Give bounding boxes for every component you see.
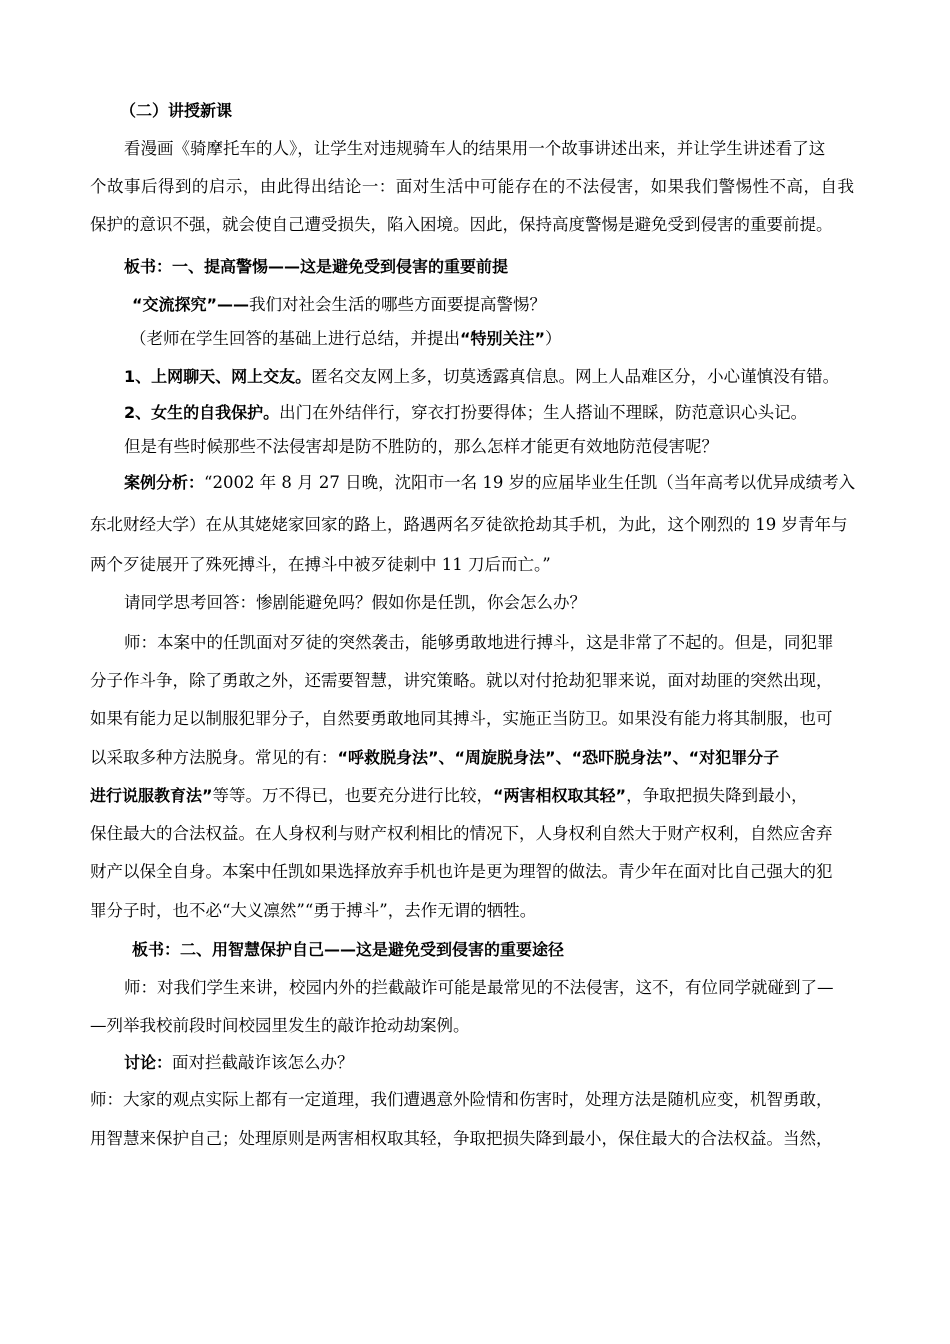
discussion-label: 讨论： — [124, 1053, 173, 1072]
board-heading-2: 板书：二、用智慧保护自己——这是避免受到侵害的重要途径 — [132, 940, 565, 959]
list-item-1 — [124, 366, 839, 388]
case-line-1 — [124, 472, 855, 494]
paragraph-line: 看漫画《骑摩托车的人》，让学生对违规骑车人的结果用一个故事讲述出来，并让学生讲述看了这 — [124, 139, 826, 158]
teacher-line: —列举我校前段时间校园里发生的敲诈抢动劫案例。 — [90, 1016, 470, 1035]
teacher-line — [90, 747, 779, 769]
teacher-line: 如果有能力足以制服犯罪分子，自然要勇敢地同其搏斗，实施正当防卫。如果没有能力将其制服，也可 — [90, 709, 833, 728]
lesser-harm-principle: “两害相权取其轻” — [493, 786, 627, 805]
escape-methods: “呼救脱身法”、“周旋脱身法”、“恐吓脱身法”、“对犯罪分子 — [337, 748, 780, 767]
exchange-label: “交流探究”—— — [132, 295, 250, 314]
teacher-line: 师：本案中的任凯面对歹徒的突然袭击，能够勇敢地进行搏斗，这是非常了不起的。但是，同犯罪 — [124, 633, 834, 652]
teacher-line: 分子作斗争，除了勇敢之外，还需要智慧，讲究策略。就以对付抢劫犯罪来说，面对劫匪的突然出现， — [90, 671, 833, 690]
teacher-text: ，争取把损失降到最小， — [626, 786, 808, 805]
teacher-text: 以采取多种方法脱身。常见的有： — [90, 748, 338, 767]
question-line: 请同学思考回答：惨剧能避免吗？假如你是任凯，你会怎么办？ — [124, 593, 586, 612]
exchange-text: 我们对社会生活的哪些方面要提高警惕？ — [249, 295, 547, 314]
case-line-2: 东北财经大学）在从其姥姥家回家的路上，路遇两名歹徒欲抢劫其手机，为此，这个刚烈的 19 岁青年与 — [90, 515, 848, 534]
teacher-line: 保住最大的合法权益。在人身权利与财产权利相比的情况下，人身权利自然大于财产权利，自然应舍弃 — [90, 824, 833, 843]
section-title: （二）讲授新课 — [120, 101, 233, 120]
escape-method-persuade: 进行说服教育法” — [90, 786, 213, 805]
teacher-line: 师：大家的观点实际上都有一定道理，我们遭遇意外险情和伤害时，处理方法是随机应变，机智勇敢， — [90, 1090, 833, 1109]
teacher-line: 财产以保全自身。本案中任凯如果选择放弃手机也许是更为理智的做法。青少年在面对比自己强大的犯 — [90, 862, 833, 881]
list-item-2 — [124, 402, 807, 424]
list-item-1-text: 匿名交友网上多，切莫透露真信息。网上人品难区分，小心谨慎没有错。 — [311, 367, 840, 386]
teacher-line: 罪分子时，也不必“大义凛然”“勇于搏斗”，去作无谓的牺牲。 — [90, 901, 537, 920]
teacher-note-end: ） — [545, 329, 562, 348]
list-item-1-title: 1、上网聊天、网上交友。 — [124, 367, 312, 386]
teacher-line: 用智慧来保护自己；处理原则是两害相权取其轻，争取把损失降到最小，保住最大的合法权益。当然， — [90, 1129, 833, 1148]
discussion-line — [124, 1052, 354, 1074]
case-line-3: 两个歹徒展开了殊死搏斗，在搏斗中被歹徒刺中 11 刀后而亡。” — [90, 555, 551, 574]
case-label: 案例分析： — [124, 473, 205, 492]
teacher-note — [130, 328, 562, 350]
teacher-line: 师：对我们学生来讲，校园内外的拦截敲诈可能是最常见的不法侵害，这不，有位同学就碰到了— — [124, 978, 834, 997]
paragraph-line: 个故事后得到的启示，由此得出结论一：面对生活中可能存在的不法侵害，如果我们警惕性不高，自我 — [90, 177, 854, 196]
question-line: 但是有些时候那些不法侵害却是防不胜防的，那么怎样才能更有效地防范侵害呢？ — [124, 437, 718, 456]
discussion-text: 面对拦截敲诈该怎么办？ — [172, 1053, 354, 1072]
list-item-2-title: 2、女生的自我保护。 — [124, 403, 280, 422]
board-heading-1: 板书：一、提高警惕——这是避免受到侵害的重要前提 — [124, 257, 509, 276]
paragraph-line: 保护的意识不强，就会使自己遭受损失，陷入困境。因此，保持高度警惕是避免受到侵害的重要前提。 — [90, 215, 833, 234]
teacher-note-text: （老师在学生回答的基础上进行总结，并提出 — [130, 329, 460, 348]
teacher-text: 等等。万不得已，也要充分进行比较， — [212, 786, 494, 805]
exchange-line — [132, 294, 546, 316]
teacher-line — [90, 785, 808, 807]
list-item-2-text: 出门在外结伴行，穿衣打扮要得体；生人搭讪不理睬，防范意识心头记。 — [279, 403, 808, 422]
teacher-note-emphasis: “特别关注” — [460, 329, 546, 348]
case-text: “2002 年 8 月 27 日晚，沈阳市一名 19 岁的应届毕业生任凯（当年高考以优异成绩考入 — [204, 473, 856, 492]
